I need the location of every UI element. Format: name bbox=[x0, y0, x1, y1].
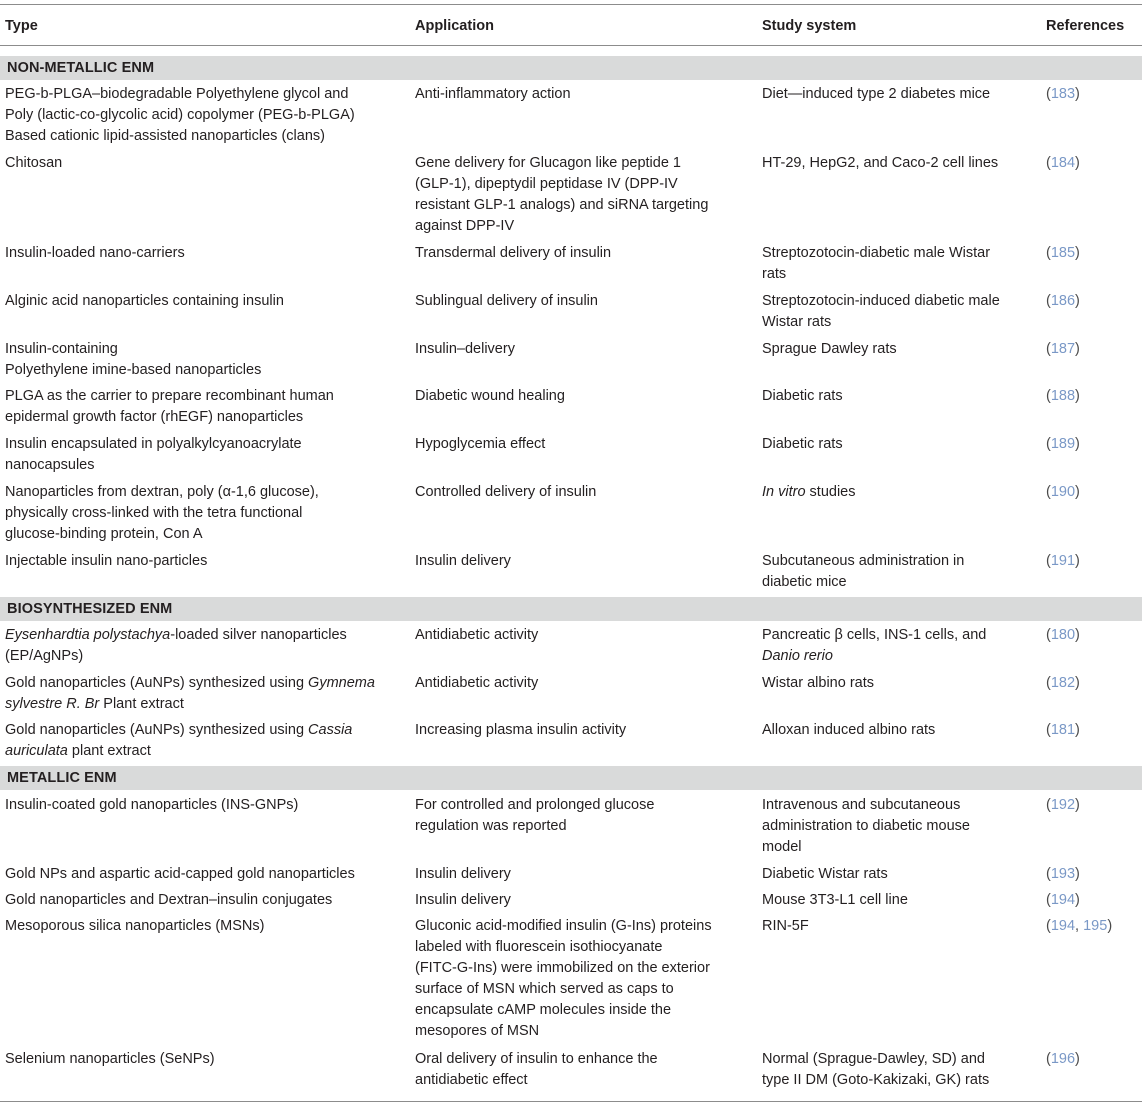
table-row-application bbox=[415, 339, 515, 360]
cell-text: RIN-5F bbox=[762, 918, 809, 934]
table-row-type bbox=[5, 291, 284, 312]
table-row-study bbox=[762, 1049, 989, 1091]
cell-text: Transdermal delivery of insulin bbox=[415, 245, 612, 261]
table-bottom-rule bbox=[0, 1101, 1142, 1102]
cell-text: Alginic acid nanoparticles containing insulin bbox=[5, 293, 284, 309]
cell-text: Mouse 3T3-L1 cell line bbox=[762, 892, 908, 908]
table-row-study bbox=[762, 434, 843, 455]
cell-text: nanocapsules bbox=[5, 457, 95, 473]
cell-text: Wistar rats bbox=[762, 314, 832, 330]
cell-text: Gold nanoparticles and Dextran–insulin conjugates bbox=[5, 892, 333, 908]
table-row-type bbox=[5, 916, 265, 937]
table-row-reference[interactable]: (193) bbox=[1046, 866, 1080, 882]
table-row-reference[interactable]: (194) bbox=[1046, 892, 1080, 908]
table-row-type bbox=[5, 482, 319, 545]
cell-text: -loaded silver nanoparticles bbox=[170, 627, 347, 643]
cell-text: rats bbox=[762, 266, 787, 282]
cell-text: Insulin delivery bbox=[415, 866, 511, 882]
cell-text: Poly (lactic-co-glycolic acid) copolymer (PEG-b-PLGA) bbox=[5, 107, 355, 123]
table-row-application bbox=[415, 84, 571, 105]
reference-link[interactable]: 181 bbox=[1050, 722, 1076, 738]
table-top-rule bbox=[0, 4, 1142, 5]
cell-text: Insulin–delivery bbox=[415, 341, 515, 357]
table-row-reference[interactable]: (185) bbox=[1046, 245, 1080, 261]
column-header-type: Type bbox=[5, 18, 38, 34]
cell-text: regulation was reported bbox=[415, 818, 567, 834]
table-row-application bbox=[415, 434, 545, 455]
cell-text: HT-29, HepG2, and Caco-2 cell lines bbox=[762, 155, 999, 171]
table-row-application bbox=[415, 795, 654, 837]
reference-link[interactable]: 196 bbox=[1050, 1051, 1076, 1067]
table-row-study bbox=[762, 625, 986, 667]
table-row-application bbox=[415, 482, 596, 503]
italic-text: Gymnema bbox=[308, 675, 375, 691]
cell-text: labeled with fluorescein isothiocyanate bbox=[415, 939, 663, 955]
table-row-application bbox=[415, 551, 511, 572]
table-row-type bbox=[5, 243, 185, 264]
reference-link[interactable]: 195 bbox=[1083, 918, 1108, 934]
cell-text: resistant GLP-1 analogs) and siRNA targeting bbox=[415, 197, 709, 213]
cell-text: Selenium nanoparticles (SeNPs) bbox=[5, 1051, 215, 1067]
reference-link[interactable]: 193 bbox=[1050, 866, 1076, 882]
cell-text: Gluconic acid-modified insulin (G-Ins) proteins bbox=[415, 918, 712, 934]
cell-text: Chitosan bbox=[5, 155, 63, 171]
cell-text bbox=[5, 673, 375, 694]
table-row-application bbox=[415, 153, 708, 237]
cell-text: Insulin encapsulated in polyalkylcyanoacrylate bbox=[5, 436, 302, 452]
cell-text: PLGA as the carrier to prepare recombinant human bbox=[5, 388, 334, 404]
table-row-type bbox=[5, 625, 347, 667]
table-row-application bbox=[415, 916, 712, 1042]
cell-text: studies bbox=[805, 484, 856, 500]
cell-text: PEG-b-PLGA–biodegradable Polyethylene glycol and bbox=[5, 86, 349, 102]
cell-text: Insulin delivery bbox=[415, 553, 511, 569]
cell-text: Pancreatic β cells, INS-1 cells, and bbox=[762, 627, 987, 643]
table-row-reference[interactable]: (182) bbox=[1046, 675, 1080, 691]
cell-text: Insulin delivery bbox=[415, 892, 511, 908]
cell-text: Polyethylene imine-based nanoparticles bbox=[5, 362, 262, 378]
cell-text: Gold nanoparticles (AuNPs) synthesized using bbox=[5, 675, 309, 691]
cell-text: Diabetic wound healing bbox=[415, 388, 565, 404]
italic-text: auriculata bbox=[5, 743, 68, 759]
column-header-application: Application bbox=[415, 18, 494, 34]
cell-text bbox=[5, 741, 352, 762]
cell-text: Gold nanoparticles (AuNPs) synthesized using bbox=[5, 722, 309, 738]
cell-text: physically cross-linked with the tetra functional bbox=[5, 505, 303, 521]
table-row-study bbox=[762, 482, 856, 503]
reference-link[interactable]: 188 bbox=[1050, 388, 1076, 404]
cell-text: Normal (Sprague-Dawley, SD) and bbox=[762, 1051, 985, 1067]
section-header-non-metallic bbox=[0, 56, 1142, 80]
cell-text: model bbox=[762, 839, 802, 855]
reference-link[interactable]: 190 bbox=[1050, 484, 1076, 500]
reference-link[interactable]: 185 bbox=[1050, 245, 1076, 261]
table-row-reference[interactable]: (191) bbox=[1046, 553, 1080, 569]
table-row-reference[interactable]: (181) bbox=[1046, 722, 1080, 738]
cell-text: Increasing plasma insulin activity bbox=[415, 722, 627, 738]
table-row-type bbox=[5, 386, 334, 428]
cell-text: Insulin-loaded nano-carriers bbox=[5, 245, 185, 261]
italic-text: In vitro bbox=[762, 484, 806, 500]
table-row-application bbox=[415, 625, 538, 646]
italic-text: Cassia bbox=[308, 722, 353, 738]
table-row-type bbox=[5, 1049, 215, 1070]
cell-text: Oral delivery of insulin to enhance the bbox=[415, 1051, 658, 1067]
table-row-study bbox=[762, 795, 970, 858]
table-row-type bbox=[5, 795, 298, 816]
cell-text: antidiabetic effect bbox=[415, 1072, 528, 1088]
italic-text: Eysenhardtia polystachya bbox=[5, 627, 171, 643]
reference-link[interactable]: 186 bbox=[1050, 293, 1076, 309]
cell-text: Gold NPs and aspartic acid-capped gold nanoparticles bbox=[5, 866, 355, 882]
section-header-biosynthesized bbox=[0, 597, 1142, 621]
table-row-study bbox=[762, 551, 964, 593]
table-row-application bbox=[415, 291, 598, 312]
table-row-application bbox=[415, 720, 626, 741]
table-row-study bbox=[762, 291, 1000, 333]
cell-text: glucose-binding protein, Con A bbox=[5, 526, 203, 542]
reference-link[interactable]: 192 bbox=[1050, 797, 1076, 813]
cell-text: (EP/AgNPs) bbox=[5, 648, 84, 664]
section-title: METALLIC ENM bbox=[7, 770, 117, 786]
cell-text: mesopores of MSN bbox=[415, 1023, 540, 1039]
table-row-reference[interactable]: (186) bbox=[1046, 293, 1080, 309]
reference-link[interactable]: 191 bbox=[1050, 553, 1076, 569]
cell-text: Based cationic lipid-assisted nanoparticles (clans) bbox=[5, 128, 325, 144]
column-header-study-system: Study system bbox=[762, 18, 857, 34]
cell-text bbox=[5, 694, 375, 715]
reference-link[interactable]: 183 bbox=[1050, 86, 1076, 102]
table-row-study bbox=[762, 916, 809, 937]
table-row-type bbox=[5, 720, 352, 762]
cell-text: Intravenous and subcutaneous bbox=[762, 797, 961, 813]
section-title: BIOSYNTHESIZED ENM bbox=[7, 601, 173, 617]
table-row-reference[interactable]: (196) bbox=[1046, 1051, 1080, 1067]
reference-link[interactable]: 194 bbox=[1050, 892, 1076, 908]
cell-text: Antidiabetic activity bbox=[415, 627, 539, 643]
reference-link[interactable]: 187 bbox=[1050, 341, 1076, 357]
cell-text: Subcutaneous administration in bbox=[762, 553, 965, 569]
table-row-reference[interactable]: (184) bbox=[1046, 155, 1080, 171]
cell-text: Sublingual delivery of insulin bbox=[415, 293, 598, 309]
table-row-study bbox=[762, 864, 888, 885]
table-row-type bbox=[5, 84, 355, 147]
table-row-study bbox=[762, 243, 990, 285]
table-row-study bbox=[762, 673, 874, 694]
table-row-application bbox=[415, 890, 511, 911]
section-header-metallic bbox=[0, 766, 1142, 790]
reference-link[interactable]: 184 bbox=[1050, 155, 1076, 171]
cell-text: plant extract bbox=[67, 743, 151, 759]
table-row-reference[interactable]: (192) bbox=[1046, 797, 1080, 813]
table-row-study bbox=[762, 386, 843, 407]
cell-text: Hypoglycemia effect bbox=[415, 436, 546, 452]
table-row-type bbox=[5, 434, 302, 476]
cell-text: diabetic mice bbox=[762, 574, 847, 590]
cell-text: encapsulate cAMP molecules inside the bbox=[415, 1002, 672, 1018]
table-row-type bbox=[5, 339, 261, 381]
cell-text: Mesoporous silica nanoparticles (MSNs) bbox=[5, 918, 265, 934]
header-rule bbox=[0, 45, 1142, 46]
cell-text: Alloxan induced albino rats bbox=[762, 722, 936, 738]
cell-text: (GLP-1), dipeptydil peptidase IV (DPP-IV bbox=[415, 176, 678, 192]
table-row-reference[interactable]: (187) bbox=[1046, 341, 1080, 357]
cell-text: Diabetic Wistar rats bbox=[762, 866, 888, 882]
cell-text: Injectable insulin nano-particles bbox=[5, 553, 208, 569]
cell-text bbox=[5, 720, 352, 741]
cell-text: For controlled and prolonged glucose bbox=[415, 797, 655, 813]
cell-text: type II DM (Goto-Kakizaki, GK) rats bbox=[762, 1072, 990, 1088]
cell-text: Insulin-containing bbox=[5, 341, 118, 357]
reference-link[interactable]: 189 bbox=[1050, 436, 1076, 452]
table-row-study bbox=[762, 890, 908, 911]
cell-text bbox=[762, 646, 986, 667]
table-row-application bbox=[415, 243, 611, 264]
cell-text: epidermal growth factor (rhEGF) nanoparticles bbox=[5, 409, 304, 425]
cell-text: Antidiabetic activity bbox=[415, 675, 539, 691]
reference-link[interactable]: 194 bbox=[1050, 918, 1076, 934]
reference-link[interactable]: 180 bbox=[1050, 627, 1076, 643]
table-row-study bbox=[762, 153, 998, 174]
table-row-reference[interactable]: (194, 195) bbox=[1046, 918, 1113, 934]
cell-text: Diabetic rats bbox=[762, 388, 843, 404]
column-header-references: References bbox=[1046, 18, 1125, 34]
cell-text: Insulin-coated gold nanoparticles (INS-GNPs) bbox=[5, 797, 299, 813]
italic-text: sylvestre R. Br bbox=[5, 696, 100, 712]
cell-text: against DPP-IV bbox=[415, 218, 515, 234]
table-row-reference[interactable]: (189) bbox=[1046, 436, 1080, 452]
cell-text: Controlled delivery of insulin bbox=[415, 484, 597, 500]
table-row-type bbox=[5, 890, 332, 911]
table-row-type bbox=[5, 551, 207, 572]
cell-text: Streptozotocin-induced diabetic male bbox=[762, 293, 1000, 309]
table-row-study bbox=[762, 720, 935, 741]
table-row-type bbox=[5, 153, 62, 174]
reference-link[interactable]: 182 bbox=[1050, 675, 1076, 691]
cell-text: Anti-inflammatory action bbox=[415, 86, 571, 102]
cell-text: Plant extract bbox=[99, 696, 184, 712]
cell-text: Streptozotocin-diabetic male Wistar bbox=[762, 245, 991, 261]
table-row-reference[interactable]: (188) bbox=[1046, 388, 1080, 404]
table-row-application bbox=[415, 864, 511, 885]
table-row-study bbox=[762, 84, 990, 105]
cell-text: (FITC-G-Ins) were immobilized on the exterior bbox=[415, 960, 710, 976]
cell-text: Wistar albino rats bbox=[762, 675, 875, 691]
cell-text bbox=[762, 482, 856, 503]
cell-text: Sprague Dawley rats bbox=[762, 341, 897, 357]
table-row-reference[interactable]: (190) bbox=[1046, 484, 1080, 500]
table-row-application bbox=[415, 673, 538, 694]
cell-text: Diabetic rats bbox=[762, 436, 843, 452]
table-row-type bbox=[5, 864, 355, 885]
table-row-reference[interactable]: (180) bbox=[1046, 627, 1080, 643]
italic-text: Danio rerio bbox=[762, 648, 833, 664]
cell-text bbox=[5, 625, 347, 646]
table-row-application bbox=[415, 386, 565, 407]
table-row-reference[interactable]: (183) bbox=[1046, 86, 1080, 102]
cell-text: Gene delivery for Glucagon like peptide 1 bbox=[415, 155, 681, 171]
cell-text: Diet—induced type 2 diabetes mice bbox=[762, 86, 991, 102]
cell-text: surface of MSN which served as caps to bbox=[415, 981, 674, 997]
table-row-study bbox=[762, 339, 897, 360]
table-row-type bbox=[5, 673, 375, 715]
cell-text: Nanoparticles from dextran, poly (α-1,6 glucose), bbox=[5, 484, 319, 500]
table-row-application bbox=[415, 1049, 658, 1091]
cell-text: administration to diabetic mouse bbox=[762, 818, 970, 834]
section-title: NON-METALLIC ENM bbox=[7, 60, 155, 76]
